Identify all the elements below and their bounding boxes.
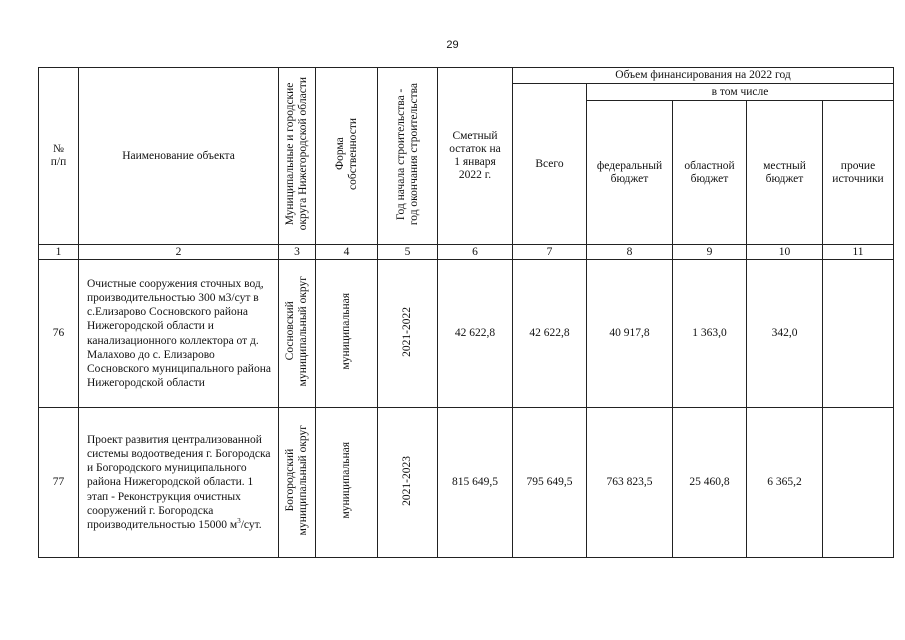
table-row [39, 408, 894, 558]
years-cell: 2021-2022 [378, 260, 438, 408]
header-local: местный бюджет [747, 101, 823, 245]
header-including-group: в том числе [587, 84, 894, 101]
ownership-cell: муниципальная [316, 408, 378, 558]
column-number: 2 [79, 245, 279, 260]
page-number: 29 [446, 39, 459, 51]
column-number: 10 [747, 245, 823, 260]
header-federal: федеральный бюджет [587, 101, 673, 245]
column-number: 11 [823, 245, 894, 260]
total-cell: 795 649,5 [513, 408, 587, 558]
remaining-cell: 815 649,5 [438, 408, 513, 558]
header-funding-group: Объем финансирования на 2022 год [513, 68, 894, 84]
other-cell [823, 260, 894, 408]
table-row [39, 260, 894, 408]
federal-cell: 763 823,5 [587, 408, 673, 558]
years-cell: 2021-2023 [378, 408, 438, 558]
column-number: 5 [378, 245, 438, 260]
column-number: 7 [513, 245, 587, 260]
total-cell: 42 622,8 [513, 260, 587, 408]
regional-cell: 1 363,0 [673, 260, 747, 408]
other-cell [823, 408, 894, 558]
header-ownership: Форма собственности [316, 68, 378, 245]
header-total: Всего [513, 84, 587, 245]
column-number: 9 [673, 245, 747, 260]
district-cell: Сосновский муниципальный округ [279, 260, 316, 408]
column-number: 8 [587, 245, 673, 260]
column-number: 3 [279, 245, 316, 260]
object-name: Очистные сооружения сточных вод, производительностью 300 м3/сут в с.Елизарово Сосновского района Нижегородской области и канализационного коллектора от д. Малахово до с. Елизарово Сосновского муниципального района Нижегородской области [79, 260, 279, 408]
column-number: 1 [39, 245, 79, 260]
regional-cell: 25 460,8 [673, 408, 747, 558]
header-remaining: Сметный остаток на 1 января 2022 г. [438, 68, 513, 245]
local-cell: 342,0 [747, 260, 823, 408]
district-cell: Богородский муниципальный округ [279, 408, 316, 558]
ownership-cell: муниципальная [316, 260, 378, 408]
local-cell: 6 365,2 [747, 408, 823, 558]
column-number: 4 [316, 245, 378, 260]
object-name: Проект развития централизованной системы водоотведения г. Богородска и Богородского муниципального района Нижегородской области. 1 этап - Реконструкция очистных сооружений г. Богородска производительностью 15000 $м^3$/сут. [79, 408, 279, 558]
financing-table [38, 67, 894, 558]
row-number: 77 [39, 408, 79, 558]
federal-cell: 40 917,8 [587, 260, 673, 408]
column-number: 6 [438, 245, 513, 260]
header-regional: областной бюджет [673, 101, 747, 245]
remaining-cell: 42 622,8 [438, 260, 513, 408]
column-number-row [39, 245, 894, 260]
header-other: прочие источники [823, 101, 894, 245]
header-years: Год начала строительства - год окончания строительства [378, 68, 438, 245]
header-district: Муниципальные и городские округа Нижегородской области [279, 68, 316, 245]
header-object-name: Наименование объекта [79, 68, 279, 245]
row-number: 76 [39, 260, 79, 408]
header-number: № п/п [39, 68, 79, 245]
